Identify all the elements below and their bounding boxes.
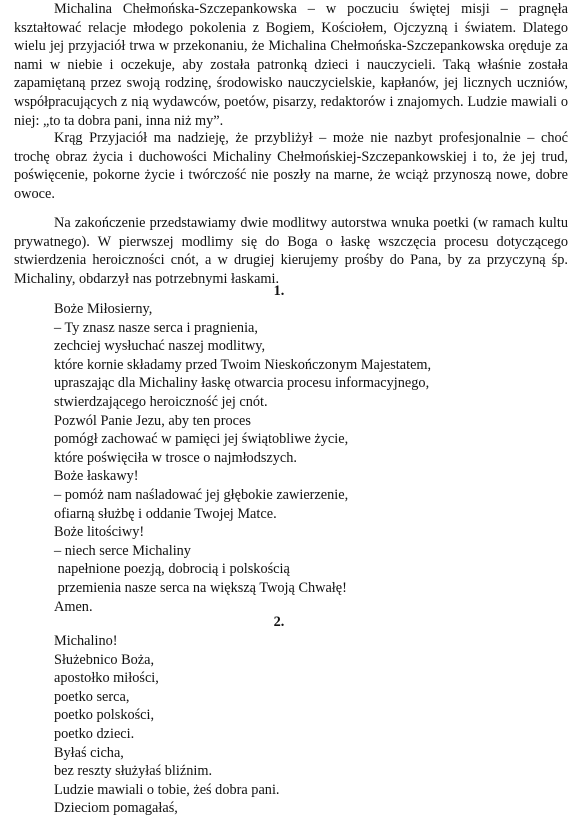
prayer-line: Boże łaskawy! xyxy=(54,468,139,485)
prayer-1-number: 1. xyxy=(273,283,285,299)
prayer-line: stwierdzającego heroiczność jej cnót. xyxy=(54,393,268,410)
prayer-line: pomógł zachować w pamięci jej świątobliwe życie, xyxy=(54,431,349,448)
prayer-line: napełnione poezją, dobrocią i polskością xyxy=(54,561,290,578)
prayer-line: Amen. xyxy=(54,598,93,615)
prayer-line: ofiarną służbę i oddanie Twojej Matce. xyxy=(54,505,277,522)
prayer-line: upraszając dla Michaliny łaskę otwarcia procesu informacyjnego, xyxy=(54,375,430,392)
paragraph-circle-of-friends: Krąg Przyjaciół ma nadzieję, że przybliżył – może nie nazbyt profesjonalnie – choć trochę obraz życia i duchowości Michaliny Chełmońskiej-Szczepankowskiej i to, że jej trud, poświęcenie, pokorne życie i twórczość nie poszły na marne, że wciąż przynoszą nowe, dobre owoce. xyxy=(14,130,568,202)
prayer-line: Pozwól Panie Jezu, aby ten proces xyxy=(54,412,251,429)
prayer-line: Byłaś cicha, xyxy=(54,744,124,761)
prayer-2 xyxy=(54,632,554,818)
prayer-line: poetko serca, xyxy=(54,688,130,705)
prayer-line: Boże litościwy! xyxy=(54,524,145,541)
prayer-line: Służebnico Boża, xyxy=(54,651,155,668)
prayer-line: apostołko miłości, xyxy=(54,670,159,687)
prayer-line: zechciej wysłuchać naszej modlitwy, xyxy=(54,338,266,355)
prayer-line: Ludzie mawiali o tobie, żeś dobra pani. xyxy=(54,781,280,798)
prayer-line: – pomóż nam naśladować jej głębokie zawierzenie, xyxy=(54,486,349,503)
prayer-line: Dzieciom pomagałaś, xyxy=(54,800,178,817)
prayer-line: bez reszty służyłaś bliźnim. xyxy=(54,763,213,780)
prayer-line: Michalino! xyxy=(54,633,118,649)
prayer-line: przemienia nasze serca na większą Twoją Chwałę! xyxy=(54,579,347,596)
prayer-line: poetko polskości, xyxy=(54,707,155,724)
paragraph-conclusion: Na zakończenie przedstawiamy dwie modlitwy autorstwa wnuka poetki (w ramach kultu prywatnego). W pierwszej modlimy się do Boga o łaskę wszczęcia procesu dotyczącego stwierdzenia heroiczności cnót, a w drugiej kierujemy prośby do Pana, by za przyczyną śp. Michaliny, obdarzył nas potrzebnymi łaskami. xyxy=(14,215,568,287)
prayer-line: – niech serce Michaliny xyxy=(54,542,191,559)
prayer-line: Boże Miłosierny, xyxy=(54,301,153,317)
prayer-line: – Ty znasz nasze serca i pragnienia, xyxy=(54,319,258,336)
prayer-line: poetko dzieci. xyxy=(54,725,135,742)
paragraph-intro: Michalina Chełmońska-Szczepankowska – w poczuciu świętej misji – pragnęła kształtować relacje młodego pokolenia z Bogiem, Kościołem, Ojczyzną i światem. Dlatego wielu jej przyjaciół trwa w przekonaniu, że Michalina Chełmońska-Szczepankowska oręduje za nami w niebie i oczekuje, aby została patronką dzieci i nauczycieli. Taką właśnie została zapamiętaną przez swoją rodzinę, środowisko nauczycielskie, kapłanów, jej licznych uczniów, współpracujących z nią wydawców, poetów, pisarzy, redaktorów i znajomych. Ludzie mawiali o niej: „to ta dobra pani, inna niż my”. xyxy=(14,1,568,129)
prayer-2-number: 2. xyxy=(273,614,285,630)
prayer-line: które kornie składamy przed Twoim Nieskończonym Majestatem, xyxy=(54,356,432,373)
prayer-line: które poświęciła w trosce o najmłodszych. xyxy=(54,449,297,466)
prayer-1 xyxy=(54,300,554,616)
